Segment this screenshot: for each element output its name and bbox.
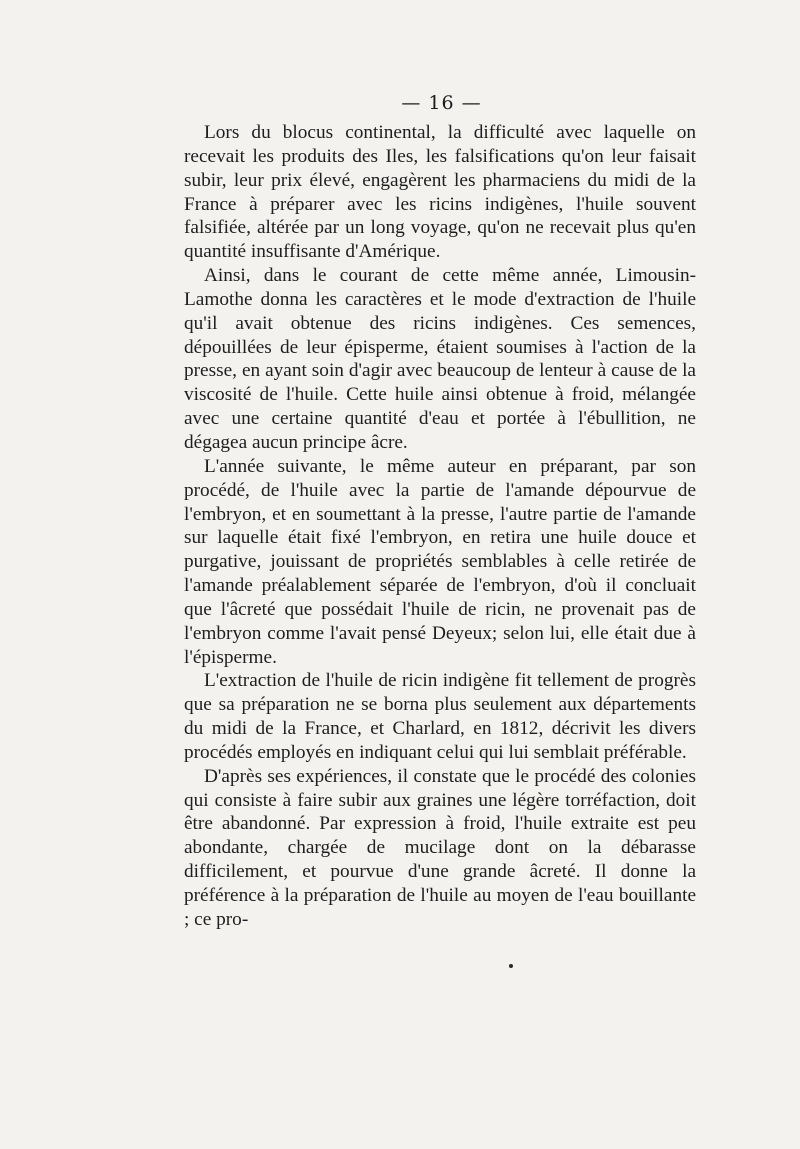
paragraph-limousin-lamothe: Ainsi, dans le courant de cette même année, Limousin-Lamothe donna les caractères et le mode d'extraction de l'huile qu'il avait obtenue des ricins indigènes. Ces semences, dépouillées de leur épisperme, étaient soumises à l'action de la presse, en ayant soin d'agir avec beaucoup de lenteur à cause de la viscosité de l'huile. Cette huile ainsi obtenue à froid, mélangée avec une certaine quantité d'eau et portée à l'ébullition, ne dégagea aucun principe âcre. — [184, 265, 696, 453]
paragraph-annee-suivante: L'année suivante, le même auteur en préparant, par son procédé, de l'huile avec la partie de l'amande dépourvue de l'embryon, et en soumettant à la presse, l'autre partie de l'amande sur laquelle était fixé l'embryon, en retira une huile douce et purgative, jouissant de propriétés semblables à celle retirée de l'amande préalablement séparée de l'embryon, d'où il concluait que l'âcreté que possédait l'huile de ricin, ne provenait pas de l'embryon comme l'avait pensé Deyeux; selon lui, elle était due à l'épisperme. — [184, 455, 696, 668]
paragraph-experiences: D'après ses expériences, il constate que le procédé des colonies qui consiste à faire subir aux graines une légère torréfaction, doit être abandonné. Par expression à froid, l'huile extraite est peu abondante, chargée de mucilage dont on la débarasse difficilement, et pourvue d'une grande âcreté. Il donne la préférence à la préparation de l'huile au moyen de l'eau bouillante ; ce pro- — [184, 765, 696, 930]
ink-dot — [509, 964, 513, 968]
body-text — [184, 121, 696, 932]
paragraph-blocus: Lors du blocus continental, la difficulté avec laquelle on recevait les produits des Iles, les falsifications qu'on leur faisait subir, leur prix élevé, engagèrent les pharmaciens du midi de la France à préparer avec les ricins indigènes, l'huile souvent falsifiée, altérée par un long voyage, qu'on ne recevait plus qu'en quantité insuffisante d'Amérique. — [184, 122, 696, 263]
page-number: — 16 — — [401, 92, 482, 114]
paragraph-extraction: L'extraction de l'huile de ricin indigène fit tellement de progrès que sa préparation ne se borna plus seulement aux départements du midi de la France, et Charlard, en 1812, décrivit les divers procédés employés en indiquant celui qui lui semblait préférable. — [184, 670, 696, 763]
